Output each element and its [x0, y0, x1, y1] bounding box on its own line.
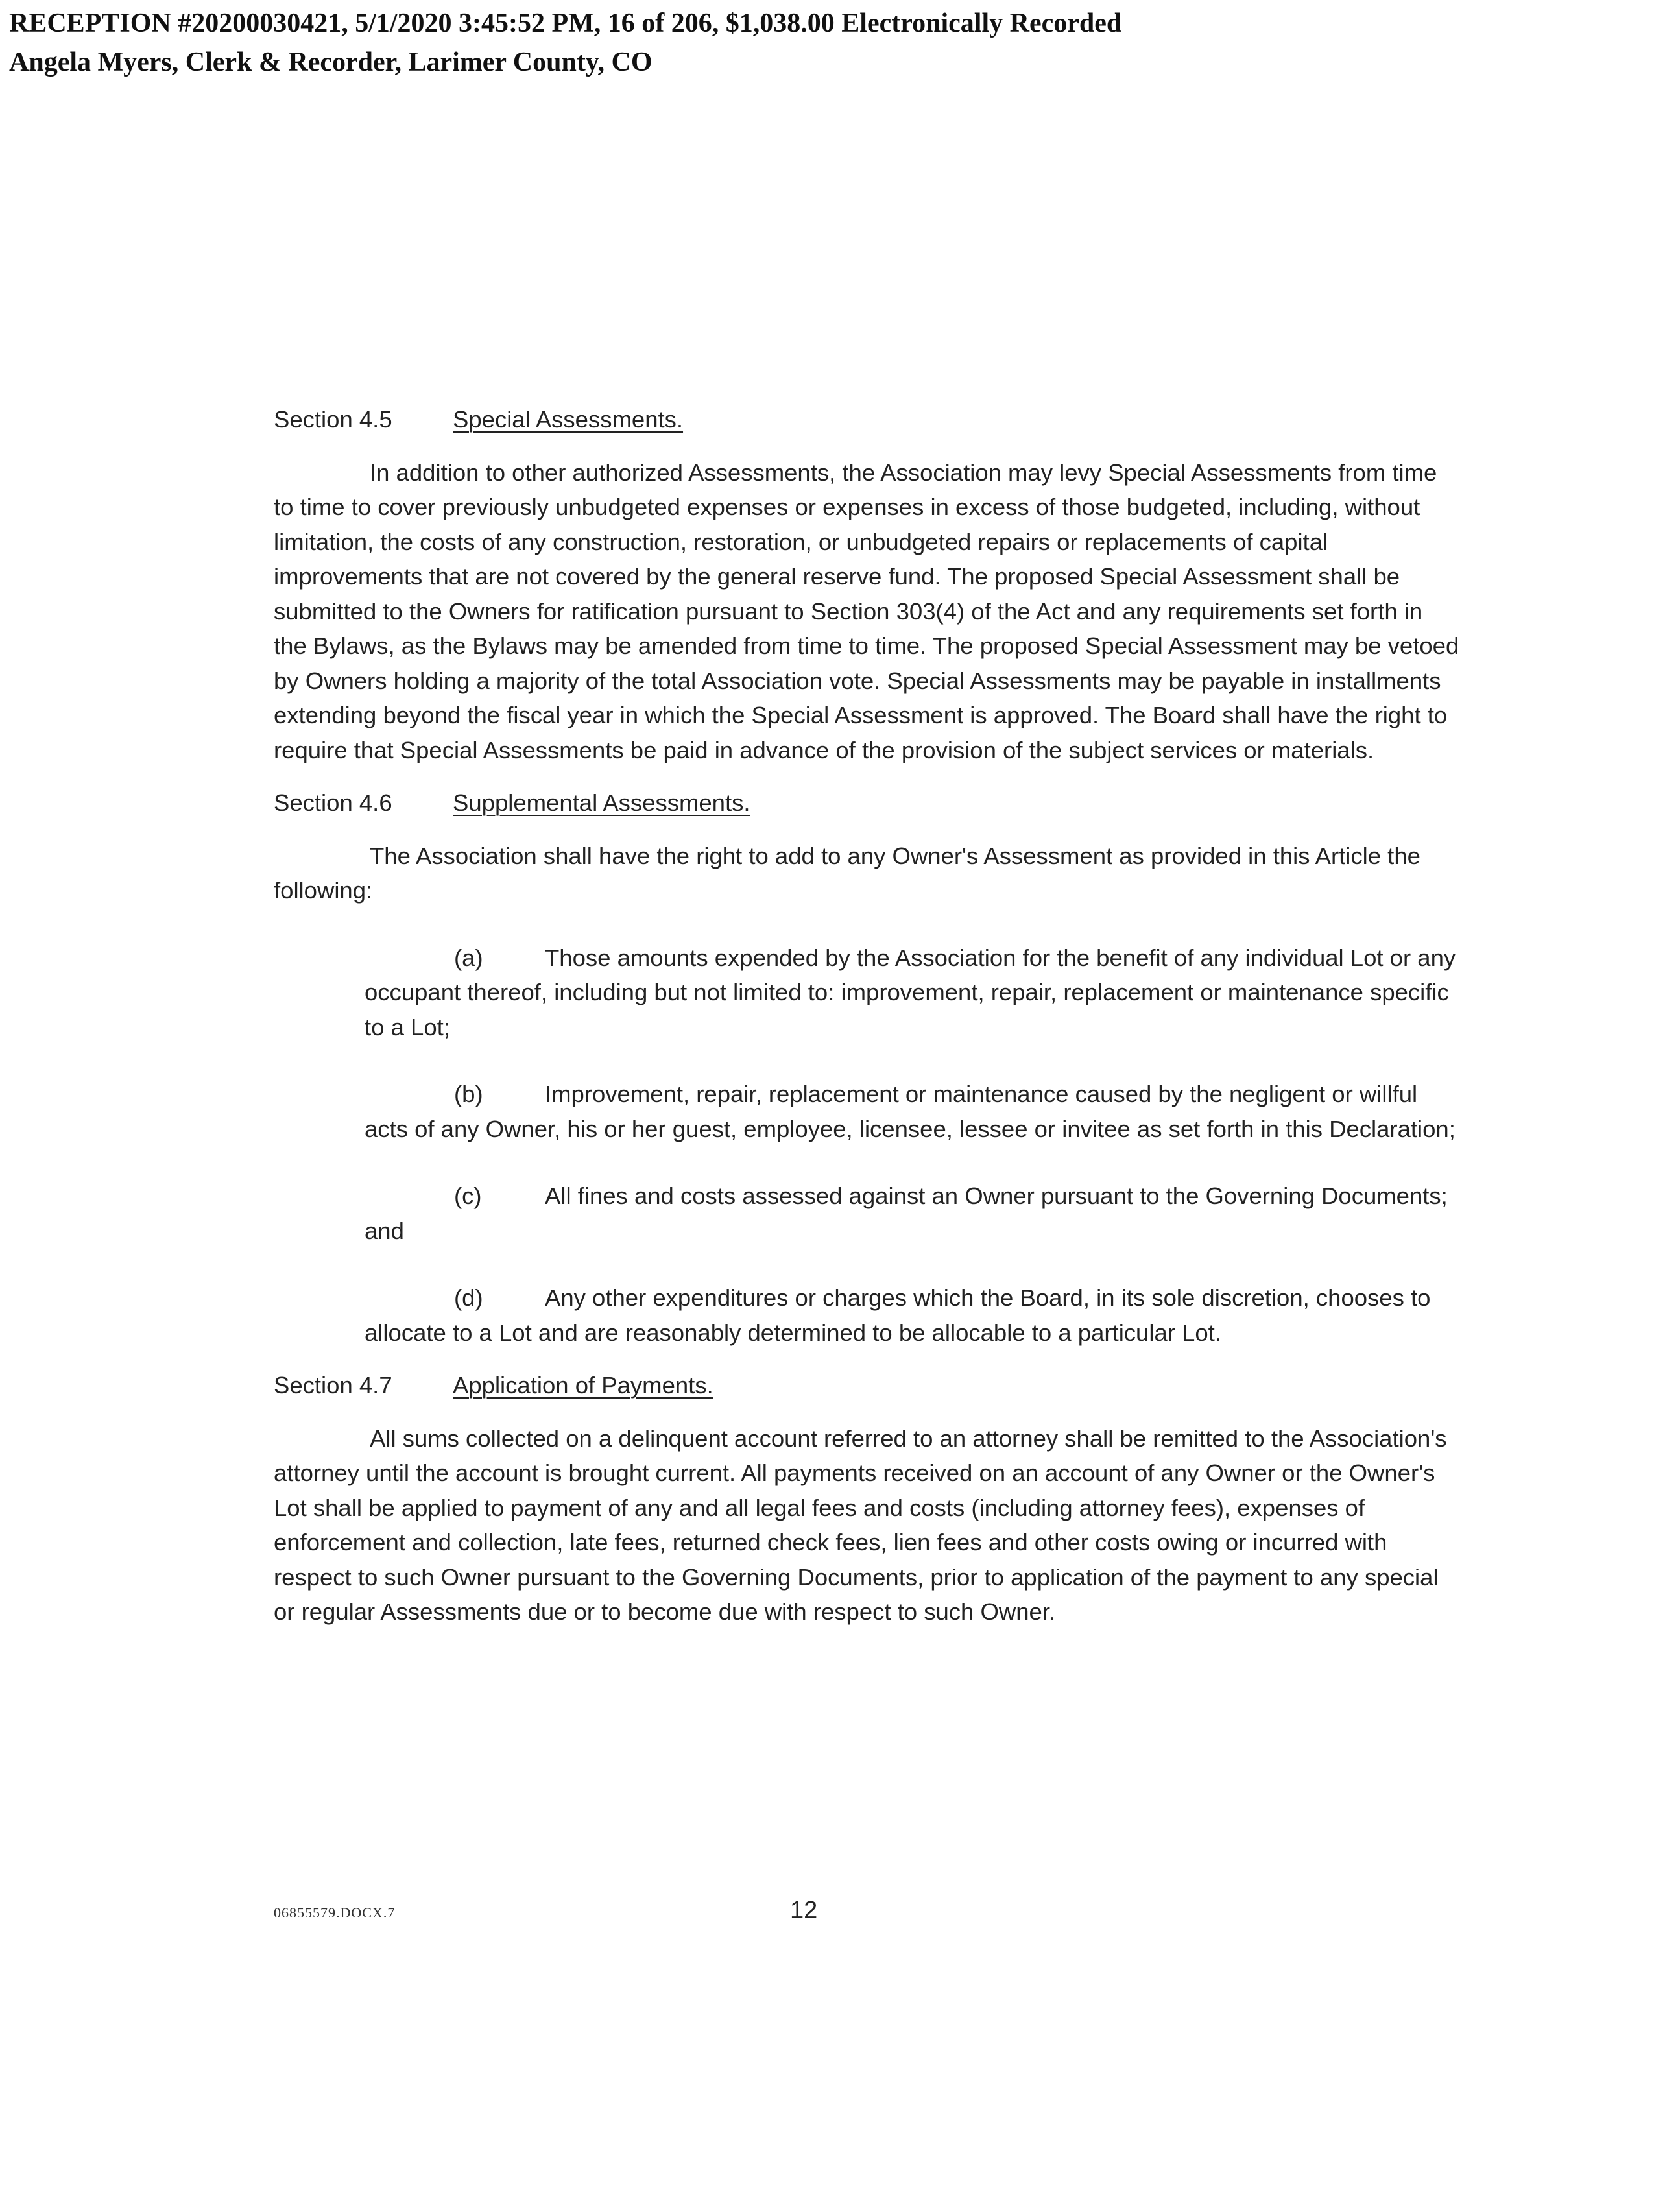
section-4-6-heading [274, 786, 1461, 821]
section-4-5-body: In addition to other authorized Assessments, the Association may levy Special Assessments from time to time to cover previously unbudgeted expenses or expenses in excess of those budgeted, including, without limitation, the costs of any construction, restoration, or unbudgeted repairs or replacements of capital improvements that are not covered by the general reserve fund. The proposed Special Assessment shall be submitted to the Owners for ratification pursuant to Section 303(4) of the Act and any requirements set forth in the Bylaws, as the Bylaws may be amended from time to time. The proposed Special Assessment may be vetoed by Owners holding a majority of the total Association vote. Special Assessments may be payable in installments extending beyond the fiscal year in which the Special Assessment is approved. The Board shall have the right to require that Special Assessments be paid in advance of the provision of the subject services or materials. [274, 459, 1459, 763]
item-text: All fines and costs assessed against an Owner pursuant to the Governing Documents; and [365, 1183, 1448, 1244]
section-4-5-heading [274, 402, 1461, 437]
section-4-7-body: All sums collected on a delinquent account referred to an attorney shall be remitted to the Association's attorney until the account is brought current. All payments received on an account of any Owner or the Owner's Lot shall be applied to payment of any and all legal fees and costs (including attorney fees), expenses of enforcement and collection, late fees, returned check fees, lien fees and other costs owing or incurred with respect to such Owner pursuant to the Governing Documents, prior to application of the payment to any special or regular Assessments due or to become due with respect to such Owner. [274, 1425, 1447, 1625]
section-title: Application of Payments. [453, 1372, 713, 1399]
page-number: 12 [790, 1897, 818, 1924]
recorder-line: Angela Myers, Clerk & Recorder, Larimer County, CO [9, 47, 653, 77]
list-item-d [365, 1280, 1461, 1350]
item-text: Those amounts expended by the Association for the benefit of any individual Lot or any occupant thereof, including but not limited to: improvement, repair, replacement or maintenance specific to a Lot; [365, 944, 1456, 1040]
list-item-a [365, 941, 1461, 1045]
list-item-b [365, 1077, 1461, 1146]
item-label: (d) [454, 1284, 483, 1311]
section-number: Section 4.6 [274, 789, 392, 816]
section-4-7-heading [274, 1368, 1461, 1403]
document-code: 06855579.DOCX.7 [274, 1905, 396, 1921]
item-text: Any other expenditures or charges which the Board, in its sole discretion, chooses to allocate to a Lot and are reasonably determined to be allocable to a particular Lot. [365, 1284, 1431, 1346]
section-number: Section 4.7 [274, 1372, 392, 1399]
list-item-c [365, 1179, 1461, 1248]
reception-line: RECEPTION #20200030421, 5/1/2020 3:45:52 PM, 16 of 206, $1,038.00 Electronically Recorded [9, 8, 1122, 38]
recording-stamp [9, 4, 1121, 82]
section-4-6-intro: The Association shall have the right to add to any Owner's Assessment as provided in this Article the following: [274, 842, 1420, 904]
item-label: (b) [454, 1081, 483, 1107]
item-label: (a) [454, 944, 483, 971]
item-text: Improvement, repair, replacement or maintenance caused by the negligent or willful acts of any Owner, his or her guest, employee, licensee, lessee or invitee as set forth in this Declaration; [365, 1081, 1456, 1142]
section-title: Special Assessments. [453, 406, 684, 433]
section-title: Supplemental Assessments. [453, 789, 750, 816]
document-body [274, 402, 1461, 1629]
section-number: Section 4.5 [274, 406, 392, 433]
item-label: (c) [454, 1183, 482, 1209]
